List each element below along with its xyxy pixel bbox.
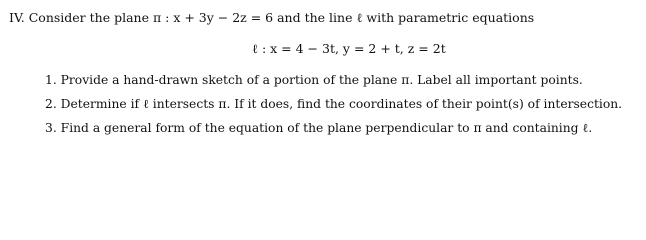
item-text: Determine if ℓ intersects π. If it does, find the coordinates of their point(s) of intersection. (60, 97, 623, 111)
item-number: 2. (45, 97, 57, 111)
problem-intro: IV. Consider the plane π : x + 3y − 2z = 6 and the line ℓ with parametric equations (9, 10, 535, 25)
item-number: 3. (45, 121, 57, 135)
parametric-equations: ℓ : x = 4 − 3t, y = 2 + t, z = 2t (252, 41, 446, 56)
item-text: Provide a hand-drawn sketch of a portion of the plane π. Label all important points. (60, 73, 583, 87)
item-number: 1. (45, 73, 57, 87)
list-item (45, 120, 592, 136)
list-item (45, 96, 622, 112)
item-text: Find a general form of the equation of the plane perpendicular to π and containing ℓ. (60, 121, 593, 135)
list-item (45, 72, 583, 88)
